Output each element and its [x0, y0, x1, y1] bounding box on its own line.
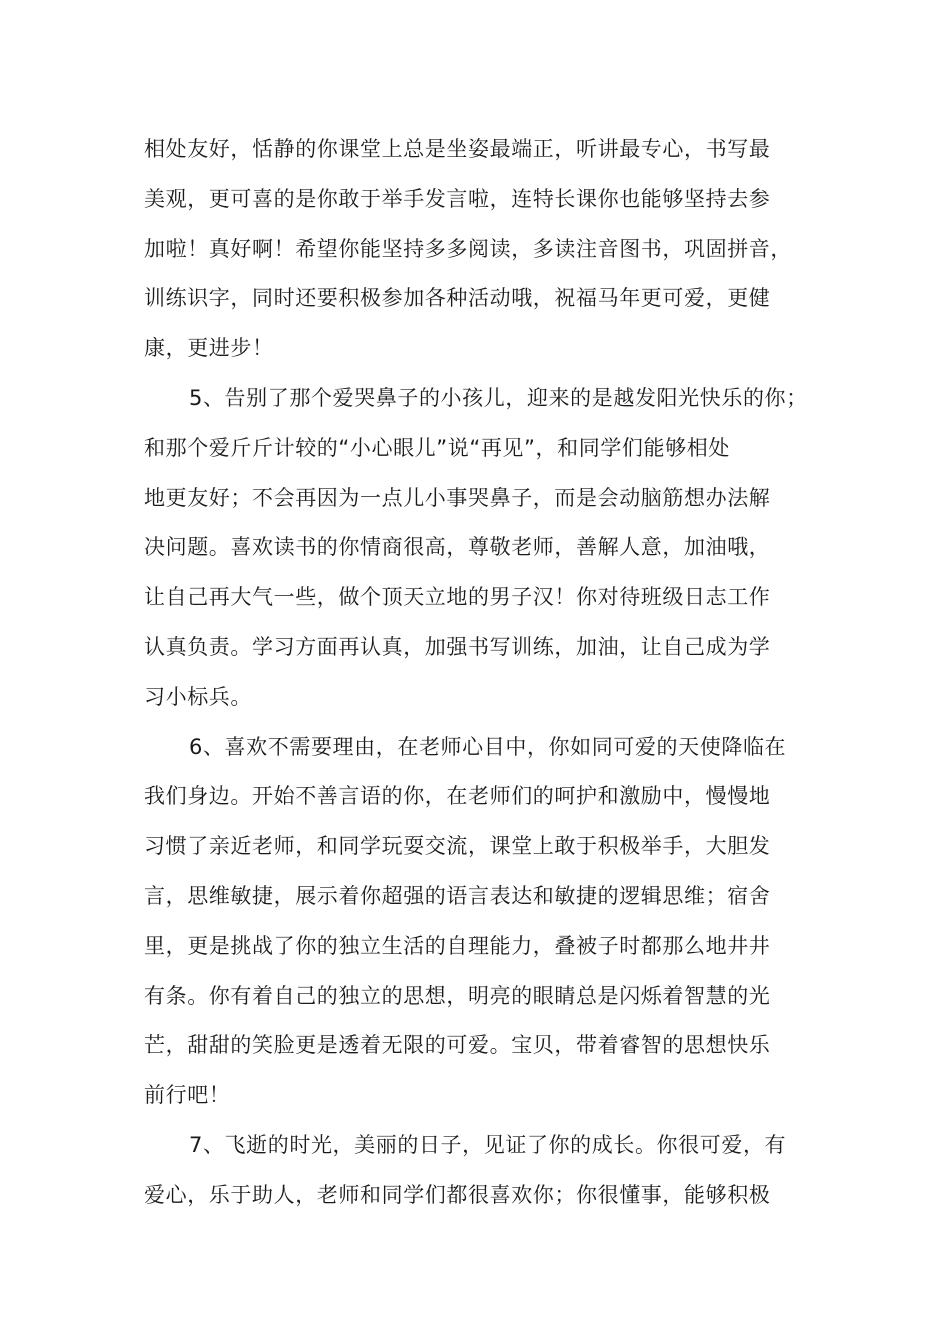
text-line: 言，思维敏捷，展示着你超强的语言表达和敏捷的逻辑思维；宿舍 — [144, 883, 771, 908]
text-line: 有条。你有着自己的独立的思想，明亮的眼睛总是闪烁着智慧的光 — [144, 983, 771, 1008]
text-line: 5、告别了那个爱哭鼻子的小孩儿，迎来的是越发阳光快乐的你； — [189, 385, 808, 410]
text-line: 我们身边。开始不善言语的你，在老师们的呵护和激励中，慢慢地 — [144, 784, 771, 809]
text-line: 7、飞逝的时光，美丽的日子，见证了你的成长。你很可爱，有 — [189, 1132, 787, 1157]
document-body — [144, 125, 834, 1221]
paragraph-5 — [144, 374, 834, 723]
text-line: 加啦！真好啊！希望你能坚持多多阅读，多读注音图书，巩固拼音， — [144, 236, 792, 261]
text-line: 6、喜欢不需要理由，在老师心目中，你如同可爱的天使降临在 — [189, 734, 787, 759]
text-line: 习惯了亲近老师，和同学玩耍交流，课堂上敢于积极举手，大胆发 — [144, 834, 771, 859]
text-line: 康，更进步！ — [144, 336, 274, 361]
paragraph-7 — [144, 1121, 834, 1221]
text-line: 习小标兵。 — [144, 684, 252, 709]
text-line: 相处友好，恬静的你课堂上总是坐姿最端正，听讲最专心，书写最 — [144, 137, 771, 161]
text-line: 认真负责。学习方面再认真，加强书写训练，加油，让自己成为学 — [144, 634, 771, 659]
text-line: 爱心，乐于助人，老师和同学们都很喜欢你；你很懂事，能够积极 — [144, 1182, 771, 1207]
paragraph-6 — [144, 723, 834, 1121]
text-line: 让自己再大气一些，做个顶天立地的男子汉！你对待班级日志工作 — [144, 585, 771, 610]
text-line: 训练识字，同时还要积极参加各种活动哦，祝福马年更可爱，更健 — [144, 286, 771, 311]
text-line: 地更友好；不会再因为一点儿小事哭鼻子，而是会动脑筋想办法解 — [144, 485, 771, 510]
text-line: 和那个爱斤斤计较的“小心眼儿”说“再见”，和同学们能够相处 — [144, 435, 730, 460]
text-line: 决问题。喜欢读书的你情商很高，尊敬老师，善解人意，加油哦， — [144, 535, 771, 560]
text-line: 前行吧！ — [144, 1083, 231, 1108]
text-line: 里，更是挑战了你的独立生活的自理能力，叠被子时都那么地井井 — [144, 933, 771, 958]
paragraph-4-continued — [144, 125, 834, 374]
text-line: 美观，更可喜的是你敢于举手发言啦，连特长课你也能够坚持去参 — [144, 186, 771, 211]
text-line: 芒，甜甜的笑脸更是透着无限的可爱。宝贝，带着睿智的思想快乐 — [144, 1033, 771, 1058]
